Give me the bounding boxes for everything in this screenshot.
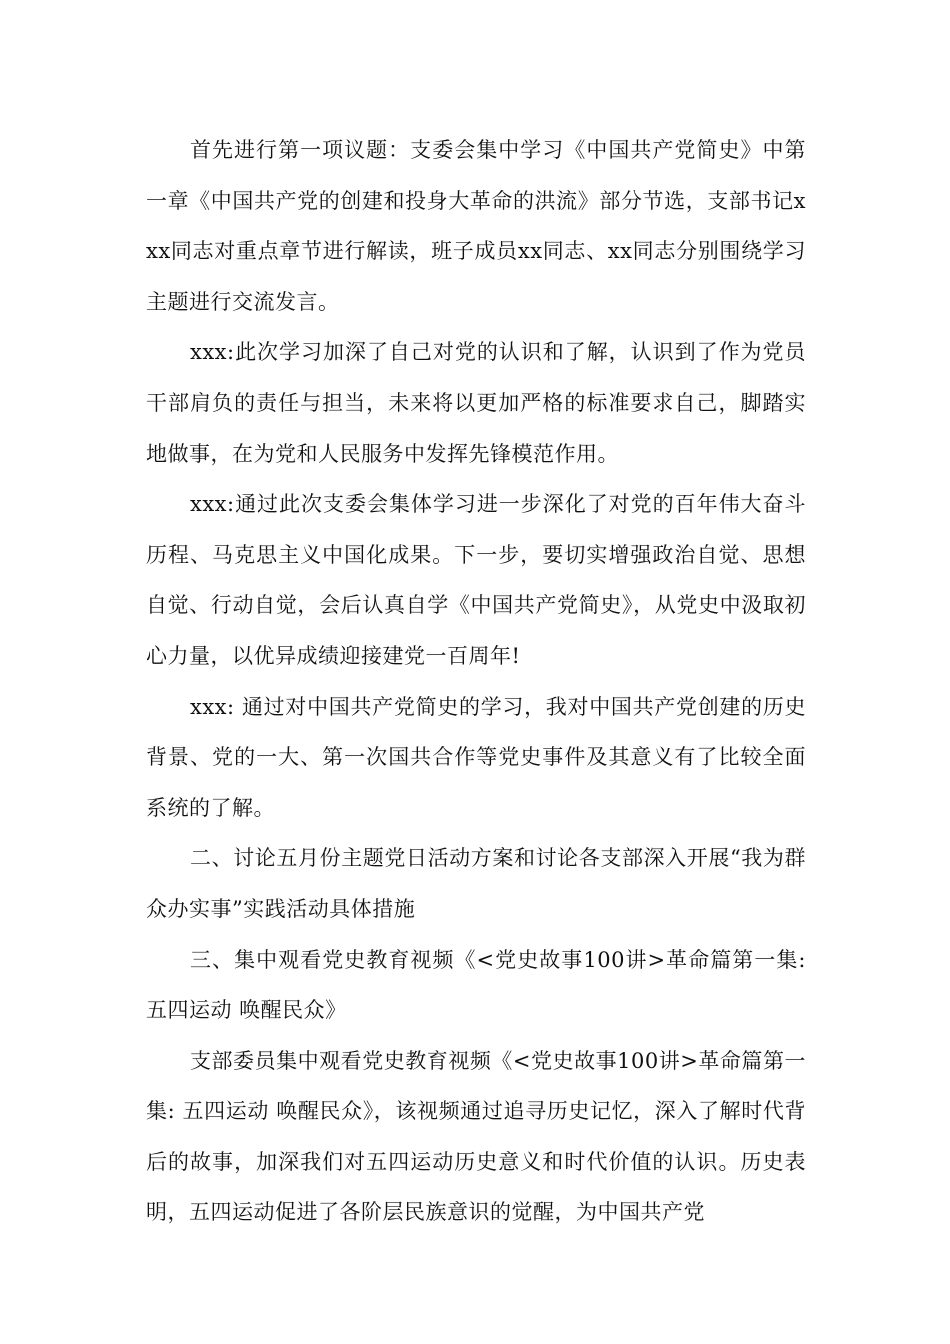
paragraph-speaker-2: xxx:通过此次支委会集体学习进一步深化了对党的百年伟大奋斗历程、马克思主义中国化成果。下一步，要切实增强政治自觉、思想自觉、行动自觉，会后认真自学《中国共产党简史》，从党史中汲取初心力量，以优异成绩迎接建党一百周年! (146, 492, 806, 668)
section-heading-three: 三、集中观看党史教育视频《<党史故事100讲>革命篇第一集:五四运动 唤醒民众》 (146, 947, 806, 1023)
document-page (146, 125, 806, 1238)
paragraph-speaker-3: xxx: 通过对中国共产党简史的学习，我对中国共产党创建的历史背景、党的一大、第一次国共合作等党史事件及其意义有了比较全面系统的了解。 (146, 694, 806, 820)
paragraph-video-summary: 支部委员集中观看党史教育视频《<党史故事100讲>革命篇第一集: 五四运动 唤醒民众》，该视频通过追寻历史记忆，深入了解时代背后的故事，加深我们对五四运动历史意义和时代价值的认识。历史表明，五四运动促进了各阶层民族意识的觉醒，为中国共产党 (146, 1048, 806, 1225)
paragraph-study-topic: 首先进行第一项议题：支委会集中学习《中国共产党简史》中第一章《中国共产党的创建和投身大革命的洪流》部分节选，支部书记xxx同志对重点章节进行解读，班子成员xx同志、xx同志分别围绕学习主题进行交流发言。 (146, 138, 806, 314)
paragraph-speaker-1: xxx:此次学习加深了自己对党的认识和了解，认识到了作为党员干部肩负的责任与担当，未来将以更加严格的标准要求自己，脚踏实地做事，在为党和人民服务中发挥先锋模范作用。 (146, 340, 806, 466)
section-heading-two: 二、讨论五月份主题党日活动方案和讨论各支部深入开展“我为群众办实事”实践活动具体措施 (146, 846, 806, 921)
